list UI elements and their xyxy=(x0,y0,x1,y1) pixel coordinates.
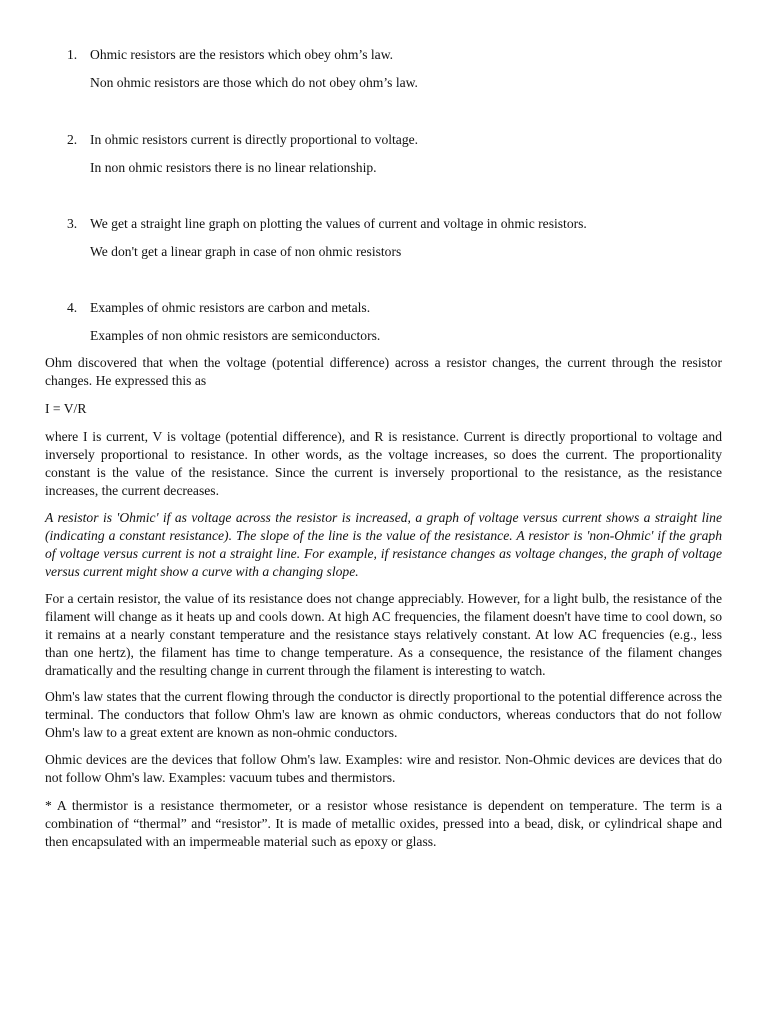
list-line-ohmic: In ohmic resistors current is directly proportional to voltage. xyxy=(90,132,419,147)
list-line-non-ohmic: We don't get a linear graph in case of non ohmic resistors xyxy=(90,244,402,259)
list-line-ohmic: We get a straight line graph on plotting the values of current and voltage in ohmic resistors. xyxy=(90,216,587,231)
list-number: 3. xyxy=(67,216,78,231)
paragraph-definitions: where I is current, V is voltage (potential difference), and R is resistance. Current is directly proportional to voltage and inversely proportional to resistance. In other words, as the voltage increases, so does the current. The proportionality constant is the value of the resistance. Since the current is inversely proportional to the resistance, as the resistance increases, the current decreases. xyxy=(45,429,722,498)
list-line-non-ohmic: In non ohmic resistors there is no linear relationship. xyxy=(90,160,377,175)
list-number: 2. xyxy=(67,132,78,147)
formula-ohms-law: I = V/R xyxy=(45,401,87,416)
list-line-ohmic: Examples of ohmic resistors are carbon and metals. xyxy=(90,300,371,315)
paragraph-ohms-law-statement: Ohm's law states that the current flowing through the conductor is directly proportional to the potential difference across the terminal. The conductors that follow Ohm's law are known as ohmic conductors, whereas conductors that do not follow Ohm's law to a great extent are known as non-ohmic conductors. xyxy=(45,689,722,740)
list-line-non-ohmic: Non ohmic resistors are those which do not obey ohm’s law. xyxy=(90,75,418,90)
list-number: 4. xyxy=(67,300,78,315)
list-number: 1. xyxy=(67,47,78,62)
paragraph-ohmic-definition: A resistor is 'Ohmic' if as voltage across the resistor is increased, a graph of voltage versus current shows a straight line (indicating a constant resistance). The slope of the line is the value of the resistance. A resistor is 'non-Ohmic' if the graph of voltage versus current is not a straight line. For example, if resistance changes as voltage changes, the graph of voltage versus current might show a curve with a changing slope. xyxy=(45,510,722,579)
list-line-ohmic: Ohmic resistors are the resistors which obey ohm’s law. xyxy=(90,47,394,62)
paragraph-light-bulb: For a certain resistor, the value of its resistance does not change appreciably. However, for a light bulb, the resistance of the filament will change as it heats up and cools down. At high AC frequencies, the filament doesn't have time to cool down, so it remains at a nearly constant temperature and the resistance stays relatively constant. At low AC frequencies (e.g., less than one hertz), the filament has time to change temperature. As a consequence, the resistance of the filament changes dramatically and the resulting change in current through the filament is interesting to watch. xyxy=(45,591,722,678)
list-line-non-ohmic: Examples of non ohmic resistors are semiconductors. xyxy=(90,328,381,343)
paragraph-ohm-discovery: Ohm discovered that when the voltage (potential difference) across a resistor changes, the current through the resistor changes. He expressed this as xyxy=(45,355,722,388)
paragraph-thermistor-note: * A thermistor is a resistance thermometer, or a resistor whose resistance is dependent on temperature. The term is a combination of “thermal” and “resistor”. It is made of metallic oxides, pressed into a bead, disk, or cylindrical shape and then encapsulated with an impermeable material such as epoxy or glass. xyxy=(45,798,722,849)
paragraph-ohmic-devices: Ohmic devices are the devices that follow Ohm's law. Examples: wire and resistor. Non-Ohmic devices are devices that do not follow Ohm's law. Examples: vacuum tubes and thermistors. xyxy=(45,752,722,785)
